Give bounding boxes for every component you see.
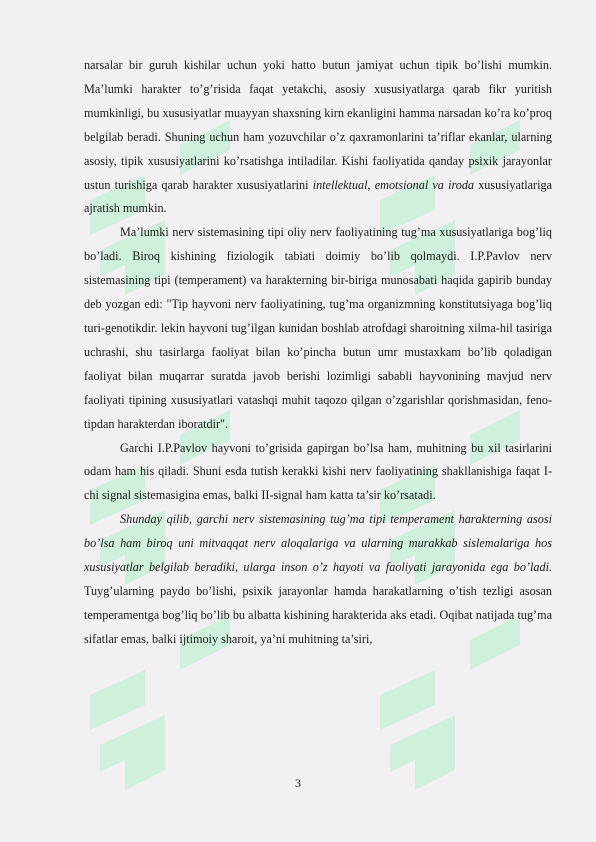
- paragraph-3: [84, 437, 552, 509]
- page-number: 3: [295, 776, 301, 790]
- paragraph-1-text-2: xususiyatlariga ajratish mumkin.: [84, 177, 552, 216]
- paragraph-3-text: Garchi I.P.Pavlov hayvoni to’grisida gapirgan bo’lsa ham, muhitning bu xil tasirlarini odam ham his qiladi. Shuni esda tutish kerakki kishi nerv faoliyatining shakllanishiga faqat I-chi signal sistemasigina emas, balki II-signal ham katta ta’sir ko’rsatadi.: [84, 440, 552, 503]
- paragraph-4-text: Tuyg’ularning paydo bo’lishi, psixik jarayonlar hamda harakatlarning o’tish tezligi asosan temperamentga bog’liq bo’lib bu albatta kishining harakterida aks etadi. Oqibat natijada tug’ma sifatlar emas, balki ijtimoiy sharoit, ya’ni muhitning ta’siri,: [84, 583, 552, 646]
- paragraph-1-italic-terms: intellektual, emotsional va iroda: [312, 177, 475, 192]
- paragraph-2: [84, 221, 552, 436]
- paragraph-4-italic-text: Shunday qilib, garchi nerv sistemasining tug’ma tipi temperament harakterning asosi bo’lsa ham biroq uni mitvaqqat nerv aloqalariga va ularning murakkab sislemalariga hos xususiyatlar belgilab beradiki, ularga inson o’z hayoti va faoliyati jarayonida ega bo’ladi.: [84, 512, 552, 575]
- paragraph-1-text-1: narsalar bir guruh kishilar uchun yoki hatto butun jamiyat uchun tipik bo’lishi mumkin. Ma’lumki harakter to’g’risida faqat yetakchi, asosiy xususiyatlarga qarab fikr yuritish mumkinligi, bu xususiyatlar muayyan shaxsning kirn ekanligini hamma narsadan ko’ra ko’proq belgilab beradi. Shuning uchun ham yozuvchilar o’z qaxramonlarini ta’riflar ekanlar, ularning asosiy, tipik xususiyatlarini ko’rsatishga intiladilar. Kishi faoliyatida qanday psixik jarayonlar ustun turishiga qarab harakter xususiyatlarini: [84, 58, 552, 192]
- paragraph-1: [84, 54, 552, 221]
- body-text: [84, 54, 552, 652]
- paragraph-2-text: Ma’lumki nerv sistemasining tipi oliy nerv faoliyatining tug’ma xususiyatlariga bog’liq bo’ladi. Biroq kishining fiziologik tabiati doimiy bo’lib qolmaydi. I.P.Pavlov nerv sistemasining tipi (temperament) va harakterning bir-biriga munosabati haqida gapirib bunday deb yozgan edi: "Tip hayvoni nerv faoliyatining, tug’ma organizmning konstitutsiyaga bog’liq turi-genotikdir. lekin hayvoni tug’ilgan kunidan boshlab atrofdagi sharoitning xilma-hil tasiriga uchrashi, shu tasirlarga faoliyat bilan ko’pincha butun umr mustaxkam bo’lib qoladigan faoliyat bilan muqarrar suratda javob berishi lozimligi sababli hayvonining mavjud nerv faoliyati tipining xususiyatlari vatashqi muhit taqozo qilgan o’zgarishlar qorishmasidan, feno-tipdan harakterdan iboratdir".: [84, 225, 552, 431]
- paragraph-4: [84, 508, 552, 651]
